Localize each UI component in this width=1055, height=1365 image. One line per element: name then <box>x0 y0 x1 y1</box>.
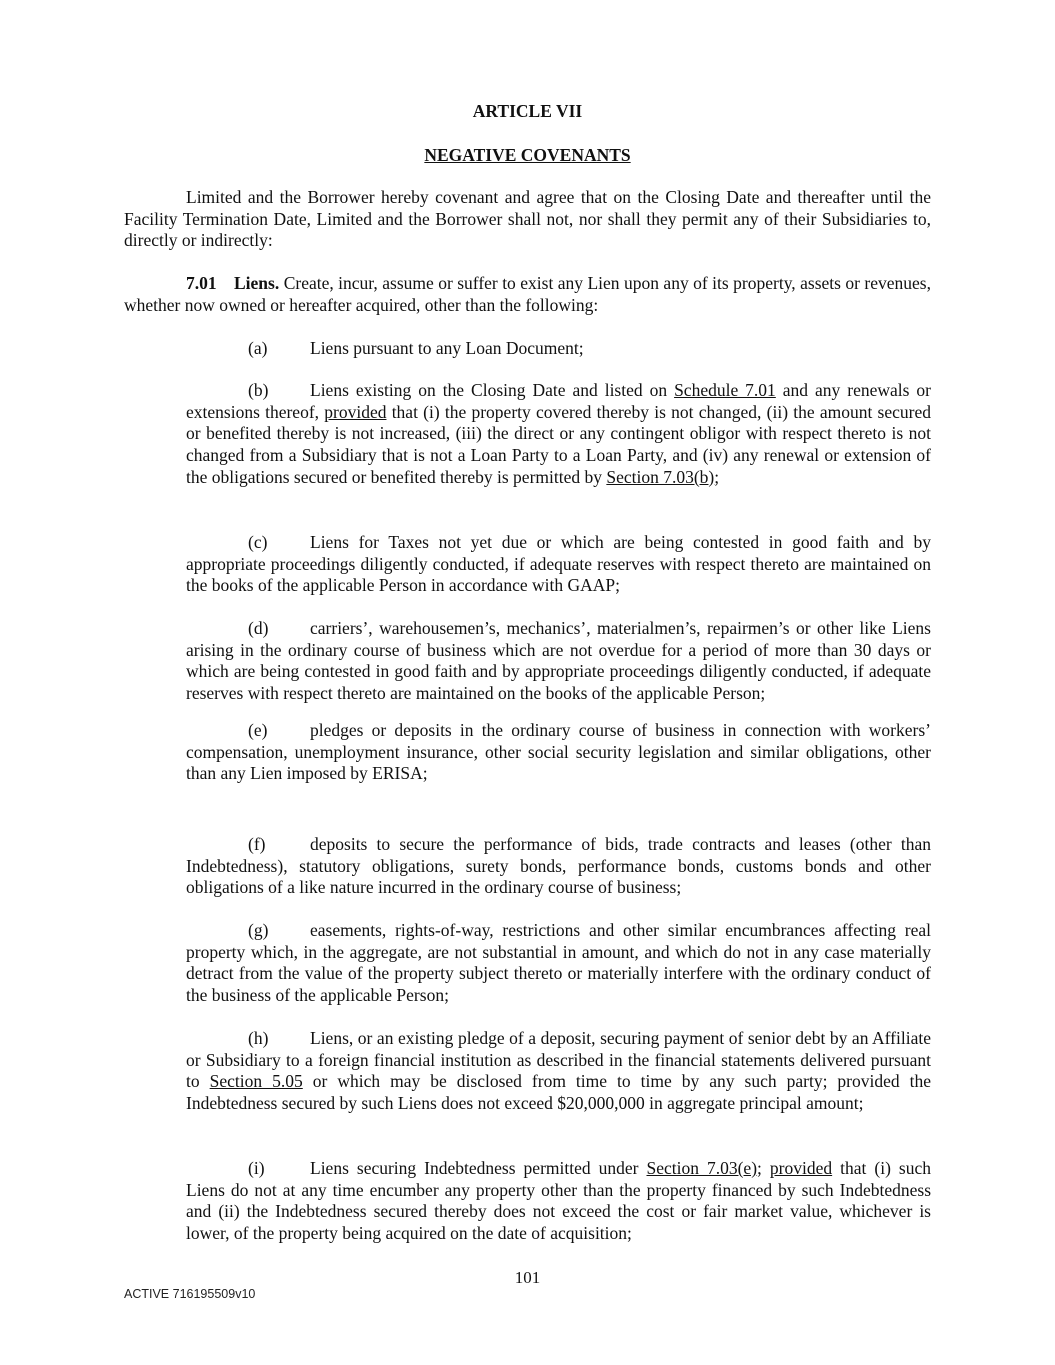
clause-h <box>186 1028 931 1115</box>
clause-label: (a) <box>248 338 268 358</box>
clause-c <box>186 532 931 597</box>
clause-label: (c) <box>248 532 268 552</box>
clause-label: (d) <box>248 618 269 638</box>
section-5-05-link[interactable]: Section 5.05 <box>209 1071 303 1092</box>
clause-text: Liens, or an existing pledge of a deposit, securing payment of senior debt by an Affiliate or Subsidiary to a foreign financial institution as described in the financial statements delivered pursuant to <box>186 1028 931 1092</box>
intro-paragraph: Limited and the Borrower hereby covenant and agree that on the Closing Date and thereafter until the Facility Termination Date, Limited and the Borrower shall not, nor shall they permit any of their Subsidiaries to, directly or indirectly: <box>124 187 931 251</box>
clause-text: ; <box>757 1158 762 1178</box>
clause-text: deposits to secure the performance of bids, trade contracts and leases (other than Indebtedness), statutory obligations, surety bonds, performance bonds, customs bonds and other obligations of a like nature incurred in the ordinary course of business; <box>186 834 931 898</box>
clause-text: Liens existing on the Closing Date and listed on <box>310 380 668 400</box>
clause-text: easements, rights-of-way, restrictions and other similar encumbrances affecting real property which, in the aggregate, are not substantial in amount, and which do not in any case materially detract from the value of the property subject thereto or materially interfere with the ordinary conduct of the business of the applicable Person; <box>186 920 931 1006</box>
clause-text: or which may be disclosed from time to time by any such party; provided the Indebtedness secured by such Liens does not exceed $20,000,000 in aggregate principal amount; <box>186 1071 932 1114</box>
clause-label: (f) <box>248 834 266 854</box>
clause-text: and any renewals or extensions thereof, <box>186 380 931 422</box>
clause-e <box>186 720 931 785</box>
clause-label: (g) <box>248 920 269 940</box>
clause-label: (i) <box>248 1158 265 1178</box>
provided-term: provided <box>769 1158 833 1178</box>
clause-label: (e) <box>248 720 268 740</box>
section-title: Liens. <box>234 273 280 293</box>
clause-label: (h) <box>248 1028 269 1048</box>
clause-text: carriers’, warehousemen’s, mechanics’, materialmen’s, repairmen’s or other like Liens arising in the ordinary course of business which are not overdue for a period of more than 30 days or which are being contested in good faith and by appropriate proceedings diligently conducted, if adequate reserves with respect thereto are maintained on the books of the applicable Person; <box>186 618 931 704</box>
clause-label: (b) <box>248 380 269 400</box>
clause-text: that (i) the property covered thereby is not changed, (ii) the amount secured or benefited thereby is not increased, (iii) the direct or any contingent obligor with respect thereto is not changed from a Subsidiary that is not a Loan Party to a Loan Party, and (iv) any renewal or extension of the obligations secured or benefited thereby is permitted by <box>186 401 931 487</box>
article-subtitle: NEGATIVE COVENANTS <box>424 145 631 165</box>
section-7-03b-link[interactable]: Section 7.03(b) <box>606 466 715 487</box>
clause-f <box>186 834 931 899</box>
clause-a <box>186 338 931 360</box>
document-id: ACTIVE 716195509v10 <box>124 1287 256 1301</box>
section-7-01-paragraph <box>124 273 931 316</box>
clause-g <box>186 920 931 1007</box>
clause-text: pledges or deposits in the ordinary course of business in connection with workers’ compensation, unemployment insurance, other social security legislation and similar obligations, other than any Lien imposed by ERISA; <box>186 720 931 784</box>
section-number: 7.01 <box>186 273 217 293</box>
provided-term: provided <box>324 401 387 422</box>
section-text: Create, incur, assume or suffer to exist any Lien upon any of its property, assets or revenues, whether now owned or hereafter acquired, other than the following: <box>124 273 931 315</box>
clause-text: Liens securing Indebtedness permitted under <box>310 1158 639 1178</box>
schedule-7-01-link[interactable]: Schedule 7.01 <box>674 380 776 400</box>
clause-text: that (i) such Liens do not at any time encumber any property other than the property financed by such Indebtedness and (ii) the Indebtedness secured thereby does not exceed the cost or fair market value, whichever is lower, of the property being acquired on the date of acquisition; <box>186 1158 932 1244</box>
clause-text: Liens pursuant to any Loan Document; <box>310 338 584 358</box>
clause-b <box>186 380 931 489</box>
clause-i <box>186 1158 931 1245</box>
clause-d <box>186 618 931 705</box>
article-title: ARTICLE VII <box>472 101 583 121</box>
clause-text: Liens for Taxes not yet due or which are being contested in good faith and by appropriate proceedings diligently conducted, if adequate reserves with respect thereto are maintained on the books of the applicable Person in accordance with GAAP; <box>186 532 931 596</box>
clause-text: ; <box>714 466 720 487</box>
section-7-03e-link[interactable]: Section 7.03(e) <box>646 1158 758 1178</box>
page-number: 101 <box>514 1268 541 1287</box>
